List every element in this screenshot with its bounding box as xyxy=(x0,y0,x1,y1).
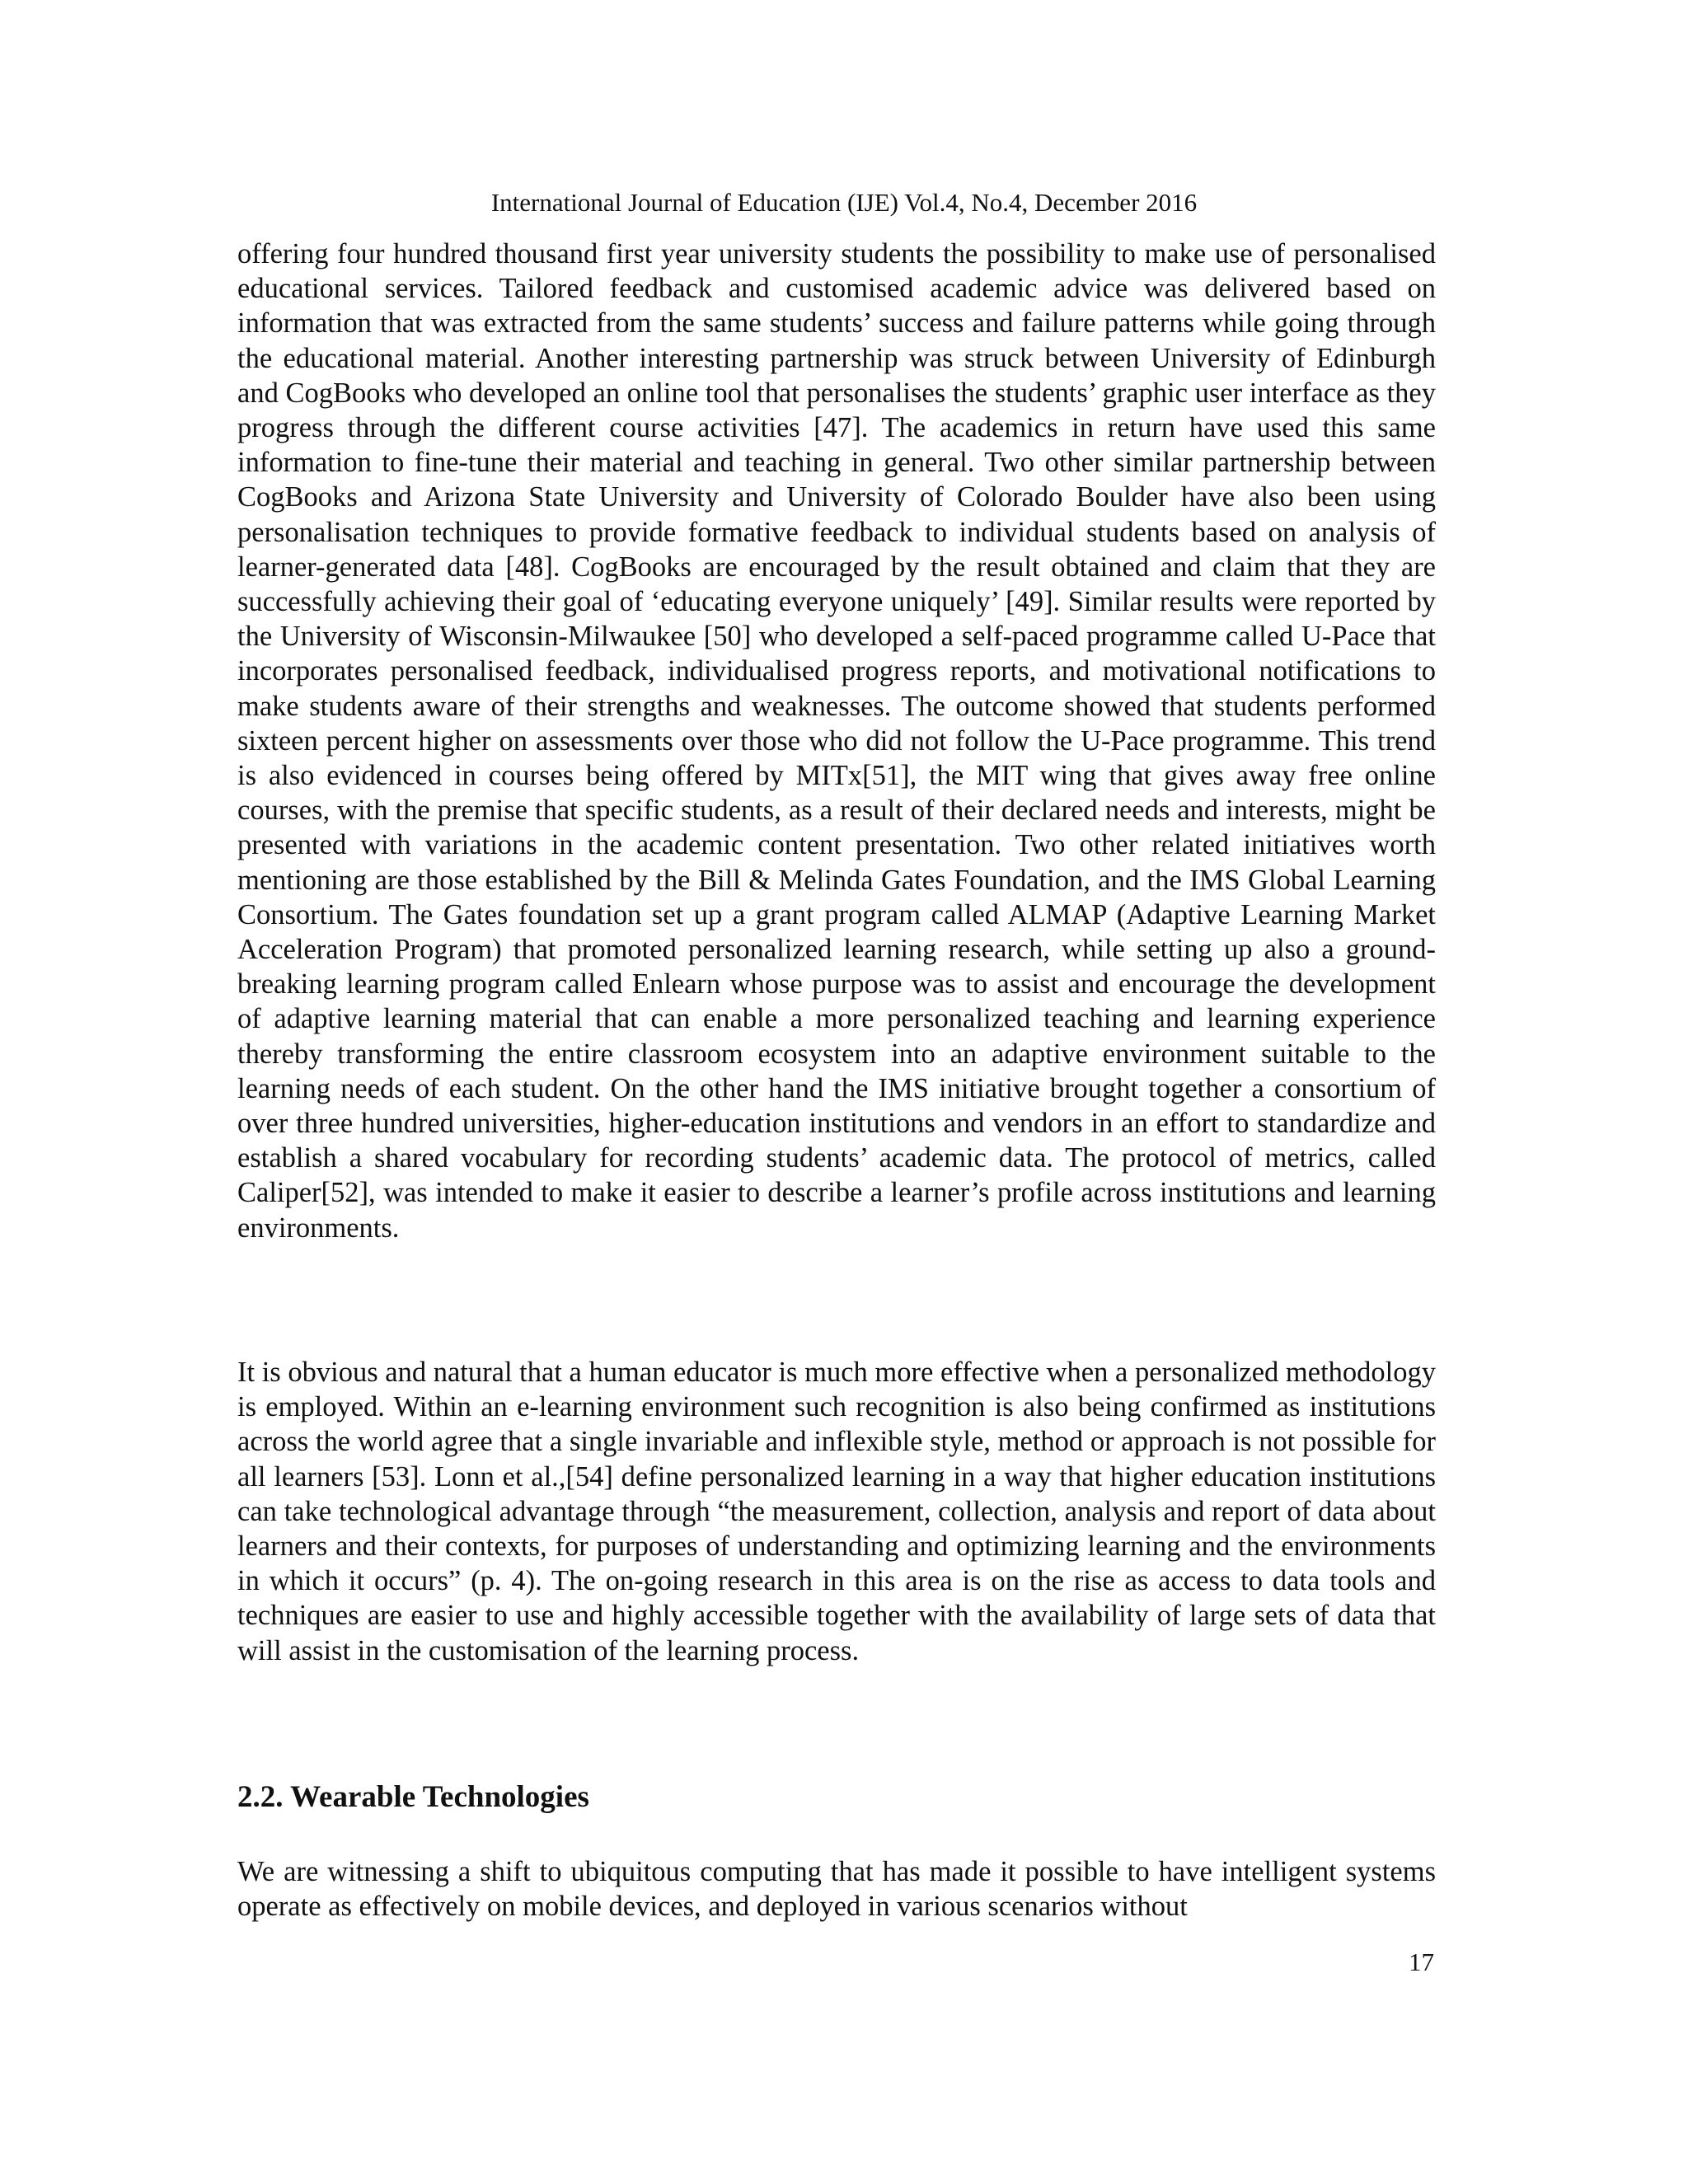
body-paragraph-2: It is obvious and natural that a human educator is much more effective when a personalized methodology is employed. Within an e-learning environment such recognition is also being confirmed as institutions across the world agree that a single invariable and inflexible style, method or approach is not possible for all learners [53]. Lonn et al.,[54] define personalized learning in a way that higher education institutions can take technological advantage through “the measurement, collection, analysis and report of data about learners and their contexts, for purposes of understanding and optimizing learning and the environments in which it occurs” (p. 4). The on-going research in this area is on the rise as access to data tools and techniques are easier to use and highly accessible together with the availability of large sets of data that will assist in the customisation of the learning process. xyxy=(237,1357,1436,1666)
page-number: 17 xyxy=(1409,1947,1434,1976)
section-heading: 2.2. Wearable Technologies xyxy=(237,1780,589,1814)
body-paragraph-1: offering four hundred thousand first year university students the possibility to make use of personalised educational services. Tailored feedback and customised academic advice was delivered based on information that was extracted from the same students’ success and failure patterns while going through the educational material. Another interesting partnership was struck between University of Edinburgh and CogBooks who developed an online tool that personalises the students’ graphic user interface as they progress through the different course activities [47]. The academics in return have used this same information to fine-tune their material and teaching in general. Two other similar partnership between CogBooks and Arizona State University and University of Colorado Boulder have also been using personalisation techniques to provide formative feedback to individual students based on analysis of learner-generated data [48]. CogBooks are encouraged by the result obtained and claim that they are successfully achieving their goal of ‘educating everyone uniquely’ [49]. Similar results were reported by the University of Wisconsin-Milwaukee [50] who developed a self-paced programme called U-Pace that incorporates personalised feedback, individualised progress reports, and motivational notifications to make students aware of their strengths and weaknesses. The outcome showed that students performed sixteen percent higher on assessments over those who did not follow the U-Pace programme. This trend is also evidenced in courses being offered by MITx[51], the MIT wing that gives away free online courses, with the premise that specific students, as a result of their declared needs and interests, might be presented with variations in the academic content presentation. Two other related initiatives worth mentioning are those established by the Bill & Melinda Gates Foundation, and the IMS Global Learning Consortium. The Gates foundation set up a grant program called ALMAP (Adaptive Learning Market Acceleration Program) that promoted personalized learning research, while setting up also a ground-breaking learning program called Enlearn whose purpose was to assist and encourage the development of adaptive learning material that can enable a more personalized teaching and learning experience thereby transforming the entire classroom ecosystem into an adaptive environment suitable to the learning needs of each student. On the other hand the IMS initiative brought together a consortium of over three hundred universities, higher-education institutions and vendors in an effort to standardize and establish a shared vocabulary for recording students’ academic data. The protocol of metrics, called Caliper[52], was intended to make it easier to describe a learner’s profile across institutions and learning environments. xyxy=(237,238,1436,1244)
section-paragraph: We are witnessing a shift to ubiquitous computing that has made it possible to have intelligent systems operate as effectively on mobile devices, and deployed in various scenarios without xyxy=(237,1856,1436,1923)
journal-running-header: International Journal of Education (IJE) Vol.4, No.4, December 2016 xyxy=(490,188,1198,217)
